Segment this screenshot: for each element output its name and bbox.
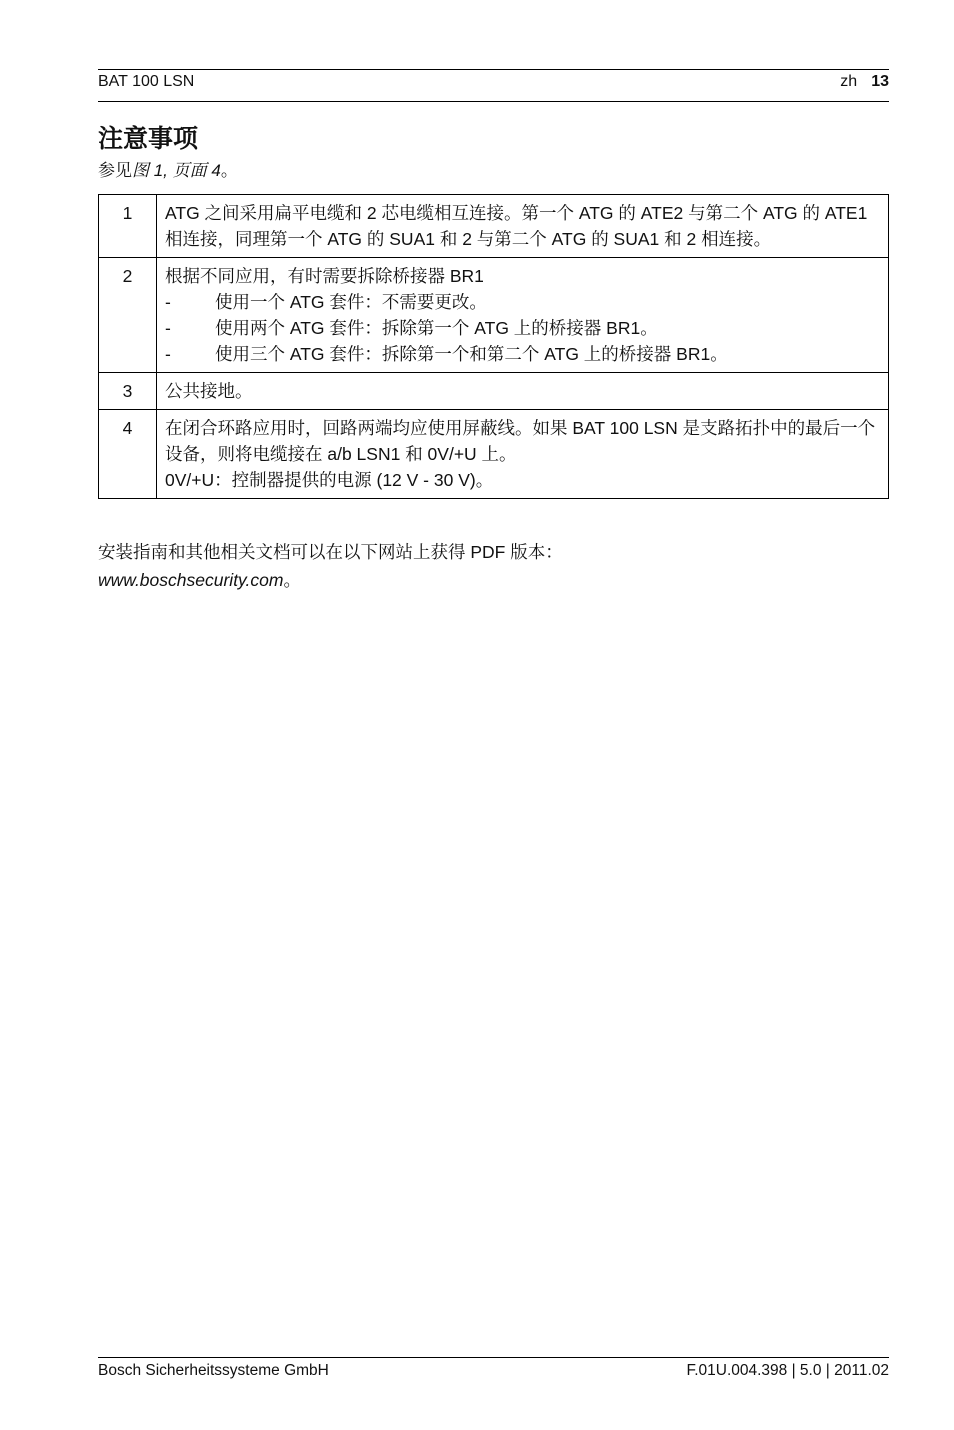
note-text bbox=[157, 258, 889, 373]
website-suffix: 。 bbox=[283, 570, 301, 590]
table-row bbox=[99, 258, 889, 373]
footer-docref: F.01U.004.398 | 5.0 | 2011.02 bbox=[686, 1362, 889, 1379]
table-row bbox=[99, 195, 889, 258]
website-line bbox=[98, 566, 563, 594]
header-lang: zh bbox=[840, 73, 858, 90]
note-number: 2 bbox=[99, 258, 157, 373]
bullet-text: 使用两个 ATG 套件：拆除第一个 ATG 上的桥接器 BR1。 bbox=[215, 318, 658, 338]
note-body: 在闭合环路应用时，回路两端均应使用屏蔽线。如果 BAT 100 LSN 是支路拓扑中的最后一个设备，则将电缆接在 a/b LSN1 和 0V/+U 上。 bbox=[165, 418, 876, 464]
note-text bbox=[157, 373, 889, 410]
header-bottom-rule bbox=[98, 101, 889, 102]
see-prefix: 参见 bbox=[98, 161, 132, 180]
header-right bbox=[840, 72, 889, 92]
bullet-dash: - bbox=[165, 318, 171, 338]
section-title: 注意事项 bbox=[98, 125, 199, 153]
footer-rule bbox=[98, 1357, 889, 1358]
figure-link[interactable]: 图 1, 页面 4 bbox=[132, 161, 221, 180]
note-text bbox=[157, 410, 889, 499]
see-reference bbox=[98, 158, 238, 184]
header-page-number: 13 bbox=[871, 73, 889, 90]
note-body: 根据不同应用，有时需要拆除桥接器 BR1 bbox=[165, 266, 484, 286]
note-body: 公共接地。 bbox=[165, 381, 253, 401]
notes-table bbox=[98, 194, 889, 499]
note-extra: 0V/+U：控制器提供的电源 (12 V - 30 V)。 bbox=[165, 470, 494, 490]
header-top-rule bbox=[98, 69, 889, 70]
availability-note: 安装指南和其他相关文档可以在以下网站上获得 PDF 版本： bbox=[98, 542, 563, 562]
list-item bbox=[165, 289, 880, 315]
note-number: 3 bbox=[99, 373, 157, 410]
bullet-dash: - bbox=[165, 344, 171, 364]
bullet-text: 使用一个 ATG 套件：不需要更改。 bbox=[215, 292, 487, 312]
note-text bbox=[157, 195, 889, 258]
note-number: 4 bbox=[99, 410, 157, 499]
table-row bbox=[99, 373, 889, 410]
list-item bbox=[165, 315, 880, 341]
note-number: 1 bbox=[99, 195, 157, 258]
footer-company: Bosch Sicherheitssysteme GmbH bbox=[98, 1362, 329, 1379]
after-table-text bbox=[98, 538, 563, 594]
list-item bbox=[165, 341, 880, 367]
bullet-dash: - bbox=[165, 292, 171, 312]
header-product: BAT 100 LSN bbox=[98, 73, 195, 90]
table-row bbox=[99, 410, 889, 499]
see-suffix: 。 bbox=[220, 161, 238, 180]
note-body: ATG 之间采用扁平电缆和 2 芯电缆相互连接。第一个 ATG 的 ATE2 与第二个 ATG 的 ATE1 相连接，同理第一个 ATG 的 SUA1 和 2 与第二个 ATG 的 SUA1 和 2 相连接。 bbox=[165, 203, 868, 249]
bullet-text: 使用三个 ATG 套件：拆除第一个和第二个 ATG 上的桥接器 BR1。 bbox=[215, 344, 728, 364]
website-link[interactable]: www.boschsecurity.com bbox=[98, 570, 284, 590]
